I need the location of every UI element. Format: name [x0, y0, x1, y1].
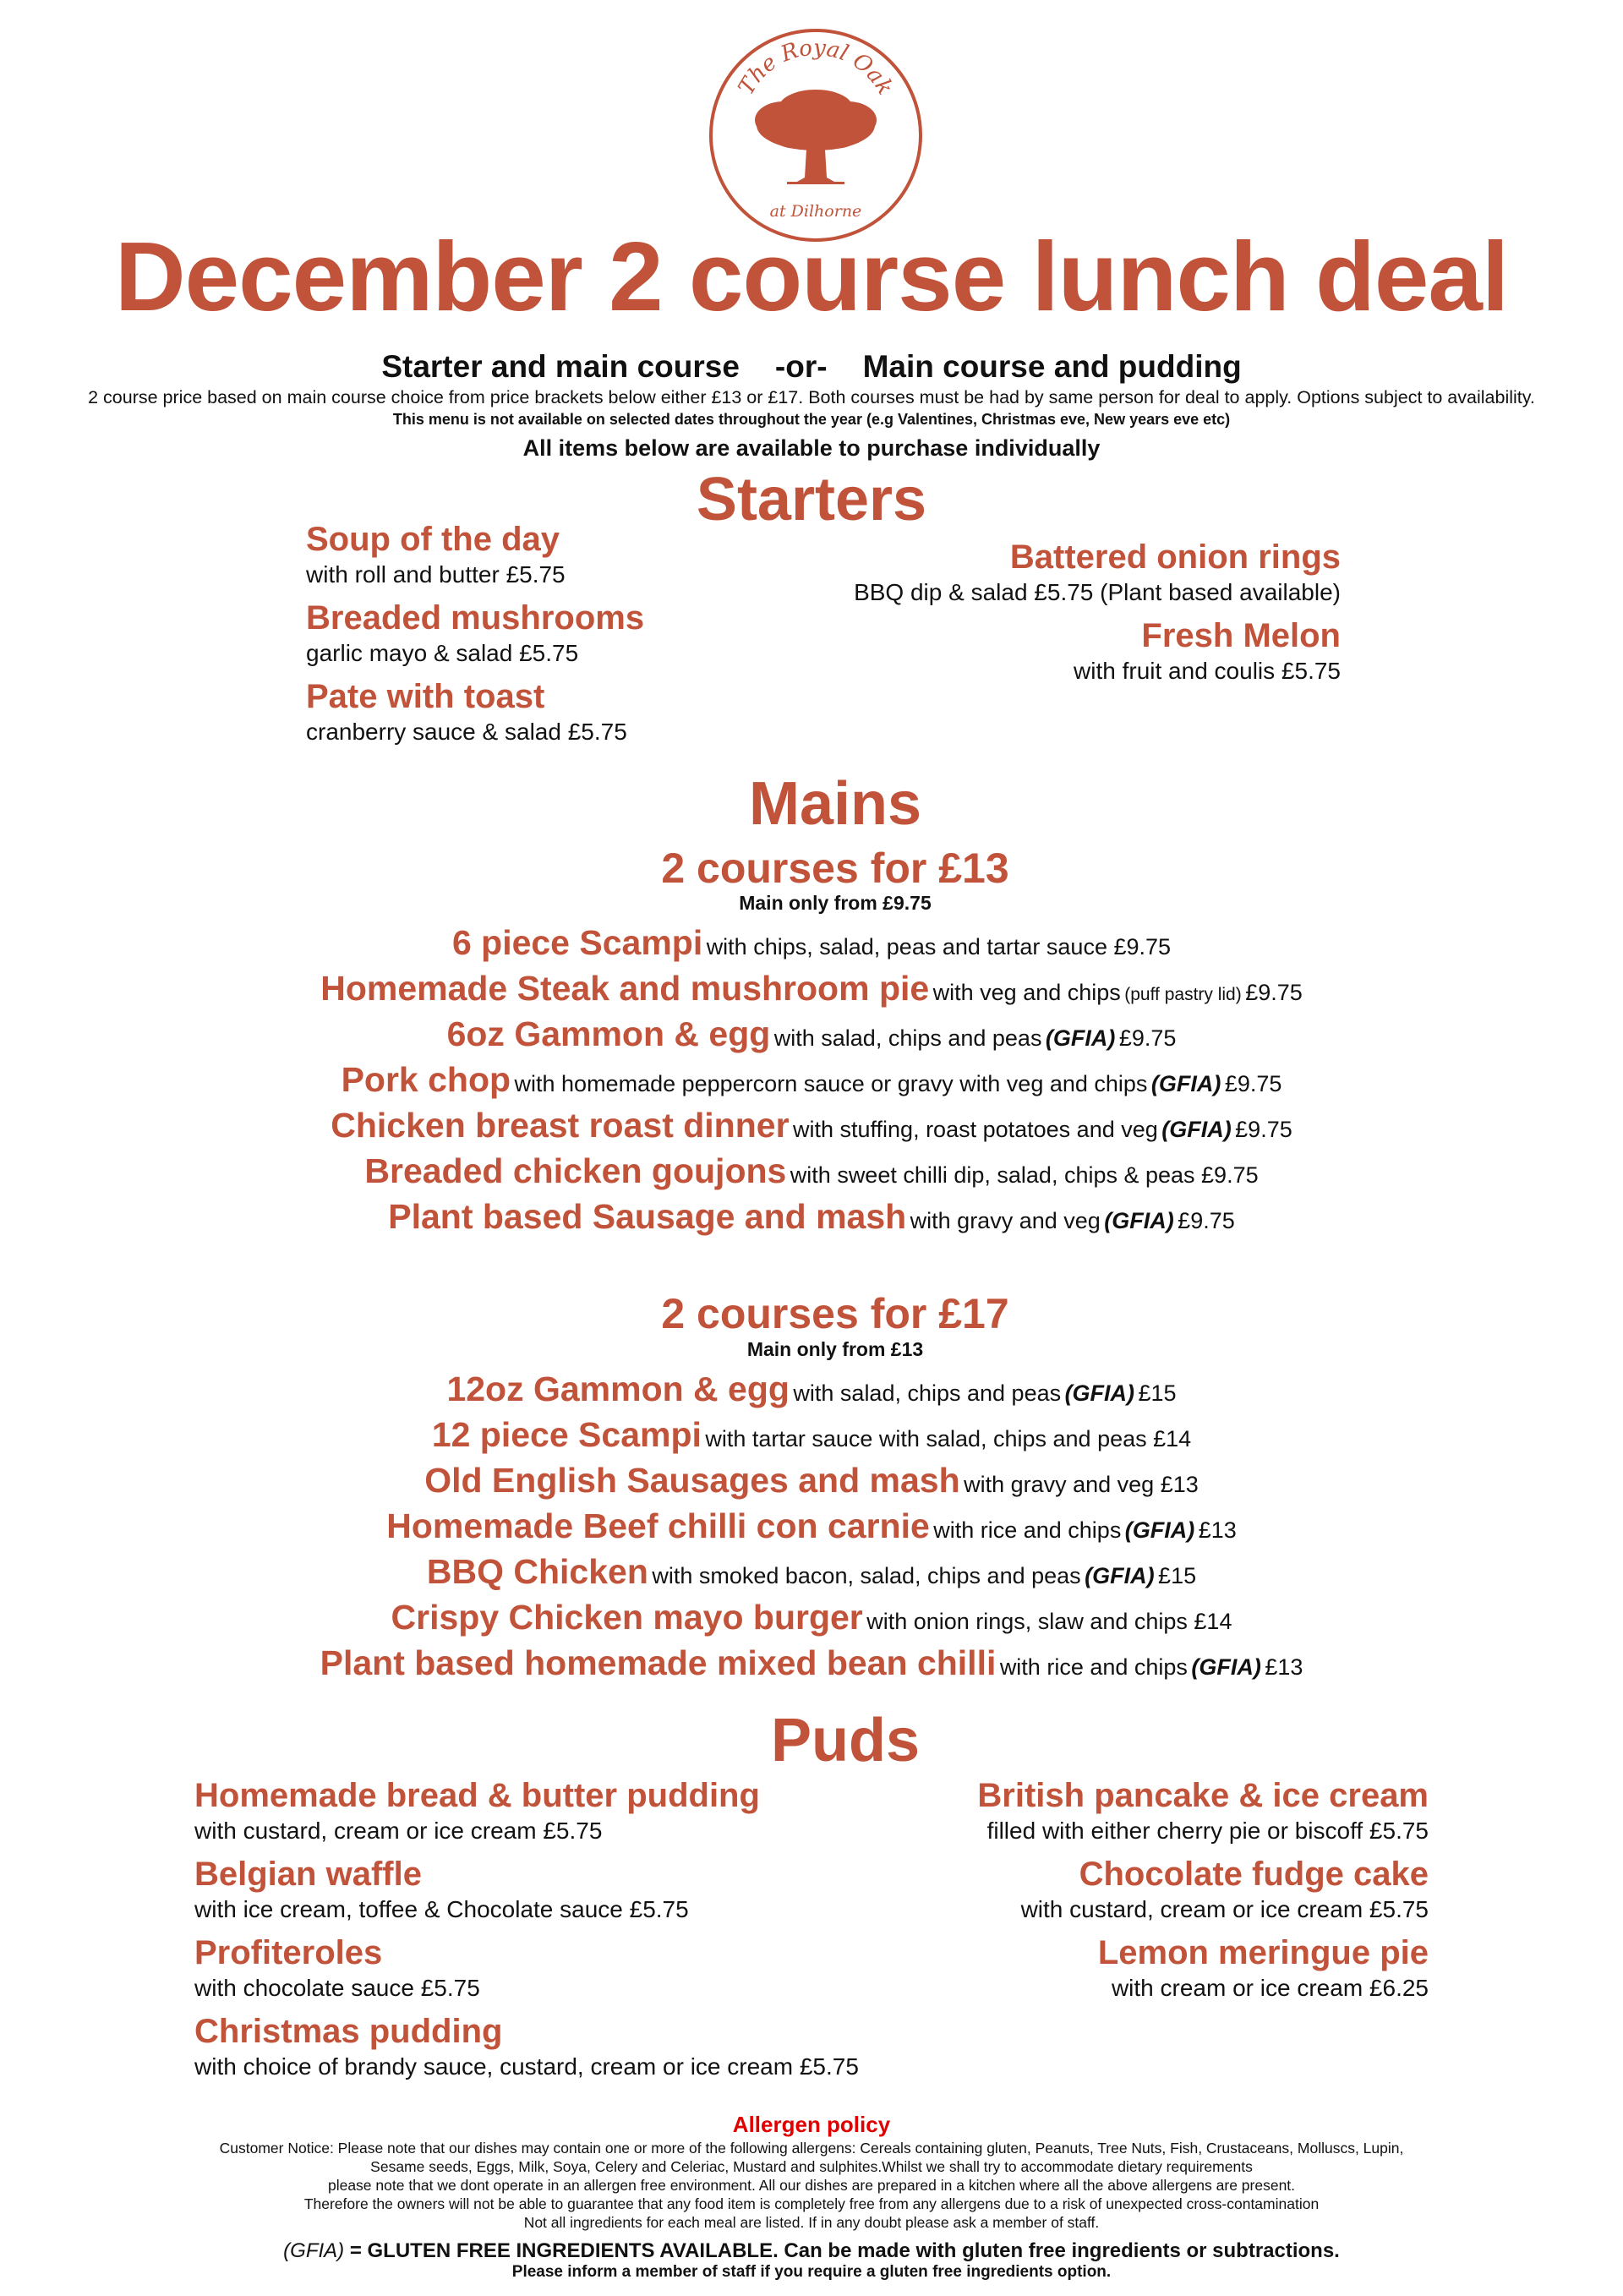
main-item [0, 1506, 1623, 1546]
pud-item [194, 2011, 859, 2082]
pud-item [194, 1775, 760, 1846]
pud-desc: with cream or ice cream £6.25 [1111, 1975, 1429, 2001]
main-item [0, 1461, 1623, 1501]
starter-desc: with fruit and coulis £5.75 [1074, 658, 1341, 684]
pud-desc: with ice cream, toffee & Chocolate sauce £5.75 [194, 1896, 689, 1922]
starter-name: Fresh Melon [1141, 617, 1341, 654]
starter-item [812, 615, 1341, 686]
pud-item [845, 1854, 1429, 1925]
main-price: £9.75 [1235, 1117, 1292, 1142]
main-note: (puff pastry lid) [1124, 985, 1242, 1004]
main-desc: with tartar sauce with salad, chips and peas £14 [705, 1426, 1192, 1451]
main-desc: with veg and chips [932, 980, 1121, 1005]
allergen-notice-line: Not all ingredients for each meal are listed. If in any doubt please ask a member of staff. [523, 2214, 1100, 2231]
main-name: Plant based homemade mixed bean chilli [320, 1643, 997, 1682]
main-item [0, 1369, 1623, 1409]
gfia-definition [0, 2239, 1623, 2264]
starter-desc: cranberry sauce & salad £5.75 [306, 719, 627, 745]
bracket-17-heading: 2 courses for £17 [661, 1290, 1009, 1337]
pud-desc: with custard, cream or ice cream £5.75 [194, 1818, 603, 1844]
pud-item [845, 1775, 1429, 1846]
pud-name: Chocolate fudge cake [1079, 1856, 1429, 1893]
pud-name: Homemade bread & butter pudding [194, 1777, 760, 1814]
main-item [0, 1643, 1623, 1683]
logo-name-text: The Royal Oak [733, 35, 899, 100]
oak-tree-icon [755, 90, 877, 184]
main-desc: with homemade peppercorn sauce or gravy with veg and chips [514, 1071, 1148, 1096]
starter-name: Battered onion rings [1009, 538, 1341, 576]
gfia-badge: (GFIA) [1045, 1025, 1116, 1051]
main-price: £15 [1138, 1380, 1177, 1406]
main-desc: with onion rings, slaw and chips £14 [866, 1609, 1232, 1634]
main-desc: with rice and chips [933, 1517, 1122, 1543]
main-price: £9.75 [1224, 1071, 1282, 1096]
main-price: £15 [1158, 1563, 1197, 1588]
gfia-badge: (GFIA) [1085, 1563, 1155, 1588]
individual-purchase-note: All items below are available to purchase individually [522, 435, 1101, 461]
gfia-badge: (GFIA) [1150, 1071, 1221, 1096]
main-name: Pork chop [341, 1060, 511, 1099]
starter-name: Soup of the day [306, 521, 560, 558]
allergen-notice-line: Therefore the owners will not be able to guarantee that any food item is completely free from any allergens due to a risk of unexpected cross-contamination [303, 2195, 1320, 2212]
gfia-badge: (GFIA) [1161, 1117, 1232, 1142]
main-name: Breaded chicken goujons [364, 1151, 787, 1190]
main-name: Homemade Steak and mushroom pie [320, 969, 930, 1008]
allergen-notice-line: Customer Notice: Please note that our dishes may contain one or more of the following allergens: Cereals containing gluten, Peanuts, Tree Nuts, Fish, Crustaceans, Molluscs, Lupin, [219, 2140, 1404, 2157]
main-item [0, 1106, 1623, 1145]
main-desc: with gravy and veg £13 [964, 1472, 1199, 1497]
main-price: £9.75 [1118, 1025, 1177, 1051]
gfia-text: = GLUTEN FREE INGREDIENTS AVAILABLE. Can be made with gluten free ingredients or subtractions. [344, 2239, 1340, 2262]
main-desc: with sweet chilli dip, salad, chips & peas £9.75 [790, 1162, 1259, 1188]
pud-name: Christmas pudding [194, 2013, 503, 2050]
mains-heading: Mains [748, 770, 922, 838]
allergen-notice [152, 2139, 1471, 2232]
pud-item [845, 1932, 1429, 2004]
gfia-abbrev: (GFIA) [283, 2239, 345, 2262]
allergen-notice-line: please note that we dont operate in an allergen free environment. All our dishes are prepared in a kitchen where all the above allergens are present. [327, 2177, 1296, 2194]
deal-option-a: Starter and main course [381, 349, 740, 384]
main-item [0, 1552, 1623, 1592]
availability-note: This menu is not available on selected dates throughout the year (e.g Valentines, Christmas eve, New years eve etc) [392, 411, 1231, 428]
starter-desc: garlic mayo & salad £5.75 [306, 640, 579, 666]
main-item [0, 1060, 1623, 1100]
bracket-13-subheading: Main only from £9.75 [739, 892, 932, 914]
allergen-policy-title: Allergen policy [732, 2112, 891, 2137]
pud-desc: with choice of brandy sauce, custard, cream or ice cream £5.75 [194, 2053, 859, 2080]
pud-name: British pancake & ice cream [977, 1777, 1429, 1814]
pud-name: Belgian waffle [194, 1856, 422, 1893]
starter-item [812, 537, 1341, 608]
starter-item [306, 519, 566, 590]
bracket-17-subheading: Main only from £13 [746, 1338, 924, 1360]
starters-heading: Starters [696, 466, 927, 533]
main-desc: with stuffing, roast potatoes and veg [792, 1117, 1158, 1142]
main-desc: with smoked bacon, salad, chips and peas [652, 1563, 1081, 1588]
main-name: 12 piece Scampi [431, 1415, 702, 1454]
main-name: Old English Sausages and mash [424, 1461, 960, 1500]
deal-options [0, 348, 1623, 385]
main-price: £13 [1265, 1654, 1303, 1680]
main-price: £13 [1198, 1517, 1237, 1543]
pud-item [194, 1932, 480, 2004]
gfia-badge: (GFIA) [1191, 1654, 1261, 1680]
page-title: December 2 course lunch deal [114, 221, 1509, 331]
pud-name: Profiteroles [194, 1934, 383, 1971]
main-desc: with salad, chips and peas [793, 1380, 1062, 1406]
deal-or: -or- [774, 349, 828, 384]
main-name: Chicken breast roast dinner [331, 1106, 790, 1145]
starter-item [306, 676, 627, 747]
main-name: Plant based Sausage and mash [388, 1197, 907, 1236]
main-desc: with gravy and veg [910, 1208, 1101, 1233]
main-desc: with salad, chips and peas [773, 1025, 1042, 1051]
logo-place-text: at Dilhorne [769, 202, 862, 221]
pud-desc: with custard, cream or ice cream £5.75 [1020, 1896, 1429, 1922]
main-name: 6oz Gammon & egg [446, 1014, 771, 1053]
starter-desc: with roll and butter £5.75 [306, 561, 566, 588]
main-price: £9.75 [1245, 980, 1303, 1005]
pud-item [194, 1854, 689, 1925]
main-item [0, 1598, 1623, 1637]
gfia-badge: (GFIA) [1124, 1517, 1195, 1543]
main-name: BBQ Chicken [426, 1552, 648, 1591]
deal-option-b: Main course and pudding [862, 349, 1242, 384]
main-price: £9.75 [1178, 1208, 1235, 1233]
main-item [0, 1197, 1623, 1237]
main-item [0, 1415, 1623, 1455]
starter-name: Pate with toast [306, 678, 545, 715]
main-desc: with chips, salad, peas and tartar sauce £9.75 [706, 934, 1172, 959]
main-name: Crispy Chicken mayo burger [391, 1598, 863, 1637]
price-note: 2 course price based on main course choice from price brackets below either £13 or £17. Both courses must be had by same person for deal to apply. Options subject to availability. [88, 387, 1535, 407]
allergen-notice-line: Sesame seeds, Eggs, Milk, Soya, Celery and Celeriac, Mustard and sulphites.Whilst we shall try to accommodate dietary requirements [370, 2158, 1253, 2175]
gluten-free-inform-note: Please inform a member of staff if you require a gluten free ingredients option. [511, 2263, 1112, 2281]
starter-name: Breaded mushrooms [306, 599, 645, 637]
pud-desc: with chocolate sauce £5.75 [194, 1975, 480, 2001]
starter-desc: BBQ dip & salad £5.75 (Plant based available) [854, 579, 1341, 605]
puds-heading: Puds [770, 1707, 921, 1774]
bracket-13-heading: 2 courses for £13 [661, 845, 1009, 892]
pud-name: Lemon meringue pie [1097, 1934, 1429, 1971]
main-name: 12oz Gammon & egg [446, 1369, 790, 1408]
gfia-badge: (GFIA) [1104, 1208, 1174, 1233]
main-item [0, 923, 1623, 963]
main-name: Homemade Beef chilli con carnie [386, 1506, 930, 1545]
main-item [0, 969, 1623, 1009]
main-item [0, 1151, 1623, 1191]
gfia-badge: (GFIA) [1064, 1380, 1135, 1406]
main-desc: with rice and chips [999, 1654, 1188, 1680]
royal-oak-logo [706, 25, 926, 245]
main-name: 6 piece Scampi [451, 923, 703, 962]
main-item [0, 1014, 1623, 1054]
pud-desc: filled with either cherry pie or biscoff £5.75 [986, 1818, 1429, 1844]
starter-item [306, 598, 644, 669]
